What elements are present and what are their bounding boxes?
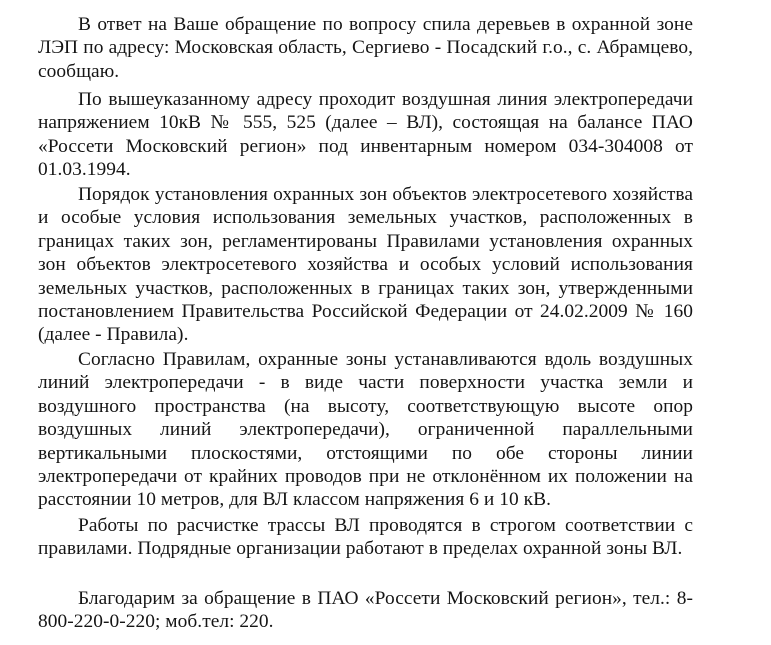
paragraph-zone-definition: Согласно Правилам, охранные зоны устанавливаются вдоль воздушных линий электропередачи - в виде части поверхности участка земли и воздушного пространства (на высоту, соответствующую высоте опор воздушных линий электропередачи), ограниченной параллельными вертикальными плоскостями, отстоящими по обе стороны линии электропередачи от крайних проводов при не отклонённом их положении на расстоянии 10 метров, для ВЛ классом напряжения 6 и 10 кВ. bbox=[38, 349, 693, 511]
paragraph-power-line-info: По вышеуказанному адресу проходит воздушная линия электропередачи напряжением 10кВ № 555, 525 (далее – ВЛ), состоящая на балансе ПАО «Россети Московский регион» под инвентарным номером 034-304008 от 01.03.1994. bbox=[38, 89, 693, 181]
paragraph-thanks-contacts: Благодарим за обращение в ПАО «Россети Московский регион», тел.: 8-800-220-0-220; моб.тел: 220. bbox=[38, 588, 693, 633]
paragraph-reply-intro: В ответ на Ваше обращение по вопросу спила деревьев в охранной зоне ЛЭП по адресу: Московская область, Сергиево - Посадский г.о., с. Абрамцево, сообщаю. bbox=[38, 14, 693, 82]
paragraph-clearing-works: Работы по расчистке трассы ВЛ проводятся в строгом соответствии с правилами. Подрядные организации работают в пределах охранной зоны ВЛ. bbox=[38, 515, 693, 560]
paragraph-protection-zone-rules: Порядок установления охранных зон объектов электросетевого хозяйства и особые условия использования земельных участков, расположенных в границах таких зон, регламентированы Правилами установления охранных зон объектов электросетевого хозяйства и особых условий использования земельных участков, расположенных в границах таких зон, утвержденными постановлением Правительства Российской Федерации от 24.02.2009 № 160 (далее - Правила). bbox=[38, 184, 693, 346]
